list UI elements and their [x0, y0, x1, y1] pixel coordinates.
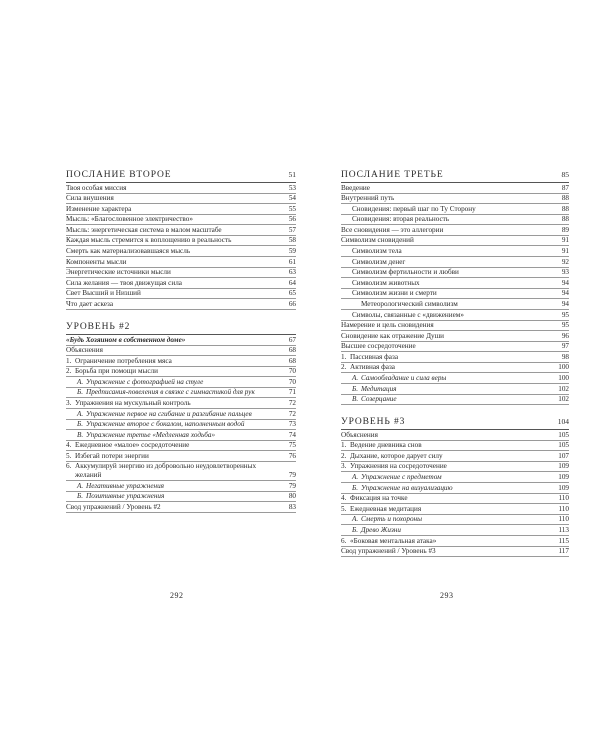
entry-page: 107	[558, 451, 569, 460]
entry-title: Символизм сновидений	[341, 236, 414, 245]
entry-page: 94	[561, 278, 569, 287]
toc-entry	[341, 215, 569, 226]
entry-title: Объяснения	[341, 430, 378, 439]
entry-title: Упражнение первое на сгибание и разгибание пальцев	[86, 409, 252, 418]
entry-number: 6.	[66, 462, 72, 471]
toc-entry	[341, 451, 569, 462]
entry-title: Созерцание	[361, 395, 397, 404]
entry-page: 98	[561, 352, 569, 361]
entry-title: Упражнение на визуализацию	[361, 483, 453, 492]
entry-title: Сновидения: первый шаг по Ту Сторону	[352, 204, 476, 213]
entry-number: Б.	[352, 525, 359, 534]
entry-page: 102	[558, 384, 569, 393]
entry-title: Пассивная фаза	[350, 352, 399, 361]
entry-page: 94	[561, 299, 569, 308]
entry-title: Смерть как материализовавшаяся мысль	[66, 247, 191, 256]
entry-title: Фиксация на точке	[350, 494, 408, 503]
toc-entry	[66, 194, 296, 205]
entry-page: 70	[288, 367, 296, 376]
entry-number: 4.	[341, 494, 347, 503]
entry-page: 105	[558, 430, 569, 439]
entry-page: 75	[288, 441, 296, 450]
entry-title: Упражнения на мускульный контроль	[75, 399, 191, 407]
toc-entry	[341, 299, 569, 310]
entry-page: 79	[288, 481, 296, 490]
entry-page: 67	[288, 335, 296, 344]
entry-number: А.	[352, 515, 359, 524]
toc-entry	[341, 194, 569, 205]
entry-number: 2.	[66, 367, 72, 376]
entry-title: Высшее сосредоточение	[341, 342, 416, 351]
entry-number: А.	[352, 374, 359, 382]
entry-page: 55	[288, 204, 296, 213]
entry-number: Б.	[352, 384, 359, 393]
left-page-toc	[66, 170, 296, 513]
entry-number: 6.	[341, 536, 347, 545]
entry-title: Упражнение третье «Медленная ходьба»	[86, 430, 216, 439]
section-title-page: 51	[288, 170, 296, 179]
section-title-page: 85	[561, 170, 569, 179]
toc-entry	[341, 395, 569, 406]
entry-page: 56	[288, 215, 296, 224]
entry-page: 72	[288, 409, 296, 418]
entry-title: Внутренний путь	[341, 194, 395, 203]
entry-page: 58	[288, 236, 296, 245]
toc-entry	[341, 525, 569, 536]
entry-page: 110	[558, 494, 569, 503]
toc-entry	[66, 225, 296, 236]
toc-entry	[66, 481, 296, 492]
toc-entry	[341, 483, 569, 494]
entry-number: 1.	[341, 352, 347, 361]
entry-page: 110	[558, 504, 569, 513]
section-title	[341, 170, 569, 183]
toc-entry	[66, 356, 296, 367]
entry-title: Объяснения	[66, 346, 103, 355]
toc-entry	[341, 515, 569, 526]
entry-page: 73	[288, 420, 296, 429]
entry-number: Б.	[77, 492, 84, 501]
toc-entry	[66, 236, 296, 247]
toc-entry	[341, 462, 569, 473]
entry-page: 80	[288, 492, 296, 501]
toc-entry	[341, 225, 569, 236]
entry-title: Ограничение потребления мяса	[75, 356, 172, 365]
entry-number: 2.	[341, 451, 347, 460]
entry-page: 109	[558, 462, 569, 471]
toc-entry	[341, 384, 569, 395]
entry-title: Символизм жизни и смерти	[352, 289, 437, 298]
entry-page: 57	[288, 225, 296, 234]
entry-number: Б.	[352, 483, 359, 492]
entry-number: 2.	[341, 363, 347, 372]
entry-title: Мысль: «Благословенное электричество»	[66, 215, 193, 224]
toc-entry	[66, 430, 296, 441]
entry-title: Сновидение как отражение Души	[341, 331, 444, 340]
entry-title: Медитация	[361, 384, 397, 393]
entry-title: Ежедневное «малое» сосредоточение	[75, 441, 190, 450]
entry-page: 87	[561, 183, 569, 192]
entry-title: Предписания-повеления в связке с гимнастикой для рук	[86, 388, 255, 397]
entry-page: 76	[288, 451, 296, 460]
entry-title: Изменение характера	[66, 204, 132, 213]
entry-title: Введение	[341, 183, 370, 192]
entry-title: Символизм денег	[352, 257, 406, 266]
entry-title: Ведение дневника снов	[350, 441, 422, 450]
section-title	[66, 170, 296, 183]
entry-title: Символизм фертильности и любви	[352, 268, 459, 277]
toc-entry	[341, 504, 569, 515]
entry-title: Твоя особая миссия	[66, 183, 127, 192]
toc-entry	[341, 236, 569, 247]
entry-page: 95	[561, 321, 569, 330]
entry-page: 110	[558, 515, 569, 524]
entry-number: 3.	[66, 399, 72, 407]
entry-page: 59	[288, 247, 296, 256]
toc-entry	[66, 462, 296, 481]
toc-entry	[66, 388, 296, 399]
toc-entry	[66, 420, 296, 431]
entry-title: Избегай потери энергии	[75, 451, 149, 460]
entry-title: Упражнения на сосредоточение	[350, 462, 447, 471]
entry-page: 89	[561, 225, 569, 234]
toc-entry	[66, 451, 296, 462]
toc-entry	[66, 409, 296, 420]
entry-page: 109	[558, 473, 569, 482]
entry-page: 65	[288, 289, 296, 298]
toc-entry	[341, 257, 569, 268]
toc-entry	[341, 268, 569, 279]
entry-title: Метеорологический символизм	[361, 299, 458, 308]
entry-title: Сила желания — твоя движущая сила	[66, 278, 182, 287]
entry-page: 88	[561, 194, 569, 203]
entry-number: Б.	[77, 420, 84, 429]
toc-entry	[66, 268, 296, 279]
toc-entry	[66, 377, 296, 388]
entry-page: 68	[288, 356, 296, 365]
section-title	[341, 417, 569, 430]
entry-title: Намерение и цель сновидения	[341, 321, 434, 330]
entry-page: 100	[558, 374, 569, 382]
entry-page: 105	[558, 441, 569, 450]
entry-page: 74	[288, 430, 296, 439]
toc-entry	[341, 310, 569, 321]
toc-entry	[341, 183, 569, 194]
entry-number: 3.	[341, 462, 347, 471]
entry-number: Б.	[77, 388, 84, 397]
entry-number: В.	[77, 430, 84, 439]
section-title-text: УРОВЕНЬ #2	[66, 321, 131, 332]
entry-page: 94	[561, 289, 569, 298]
entry-page: 93	[561, 268, 569, 277]
entry-number: А.	[352, 473, 359, 482]
section-title-page: 104	[557, 417, 569, 427]
entry-page: 72	[288, 399, 296, 407]
entry-page: 53	[288, 183, 296, 192]
toc-entry	[341, 352, 569, 363]
entry-title: Дыхание, которое дарует силу	[350, 451, 443, 460]
entry-title: Сновидения: вторая реальность	[352, 215, 450, 224]
entry-number: 1.	[66, 356, 72, 365]
entry-number: А.	[77, 481, 84, 490]
toc-entry	[66, 367, 296, 378]
entry-number: А.	[77, 377, 84, 386]
entry-page: 68	[288, 346, 296, 355]
toc-entry	[341, 246, 569, 257]
toc-entry	[66, 257, 296, 268]
entry-title: Все сновидения — это аллегории	[341, 225, 444, 234]
toc-entry	[66, 346, 296, 357]
entry-number: А.	[77, 409, 84, 418]
toc-entry	[341, 430, 569, 441]
entry-page: 61	[288, 257, 296, 266]
toc-entry	[341, 363, 569, 374]
toc-entry	[66, 246, 296, 257]
entry-title: Свет Высший и Низший	[66, 289, 141, 298]
entry-page: 117	[558, 547, 569, 556]
entry-page: 63	[288, 268, 296, 277]
toc-entry	[341, 331, 569, 342]
right-page-number: 293	[440, 591, 454, 600]
entry-title: Мысль: энергетическая система в малом масштабе	[66, 225, 222, 234]
toc-entry	[66, 492, 296, 503]
toc-entry	[341, 536, 569, 547]
entry-number: В.	[352, 395, 359, 404]
entry-title: Свод упражнений / Уровень #3	[341, 547, 436, 556]
toc-entry	[66, 278, 296, 289]
entry-title: Символы, связанные с «движением»	[352, 310, 464, 319]
toc-entry	[341, 373, 569, 384]
toc-entry	[341, 342, 569, 353]
toc-entry	[341, 441, 569, 452]
entry-title: Ежедневная медитация	[350, 504, 422, 513]
entry-title: Что дает аскеза	[66, 299, 114, 308]
entry-page: 66	[288, 299, 296, 308]
entry-page: 100	[558, 363, 569, 372]
entry-title: Аккумулируй энергию из добровольно неудовлетворенных желаний	[75, 462, 257, 480]
entry-title: Свод упражнений / Уровень #2	[66, 502, 161, 511]
left-page-number: 292	[170, 591, 184, 600]
entry-title: Символизм животных	[352, 278, 420, 287]
toc-entry	[341, 278, 569, 289]
entry-number: 4.	[66, 441, 72, 450]
toc-entry	[66, 441, 296, 452]
section-title-text: ПОСЛАНИЕ ВТОРОЕ	[66, 170, 172, 180]
toc-entry	[341, 547, 569, 558]
entry-title: Негативные упражнения	[86, 481, 165, 490]
entry-page: 70	[288, 377, 296, 386]
entry-title: Сила внушения	[66, 194, 114, 203]
toc-entry	[341, 321, 569, 332]
entry-title: «Будь Хозяином в собственном доме»	[66, 335, 186, 344]
entry-page: 88	[561, 204, 569, 213]
entry-page: 79	[288, 471, 296, 480]
entry-title: Борьба при помощи мысли	[75, 367, 158, 376]
toc-entry	[66, 502, 296, 513]
toc-entry	[341, 494, 569, 505]
entry-title: Смерть и похороны	[361, 515, 422, 524]
entry-title: «Боковая ментальная атака»	[350, 536, 437, 545]
entry-number: 1.	[341, 441, 347, 450]
entry-title: Активная фаза	[350, 363, 395, 372]
entry-page: 88	[561, 215, 569, 224]
toc-entry	[66, 204, 296, 215]
toc-entry	[66, 335, 296, 346]
entry-page: 91	[561, 247, 569, 256]
entry-title: Энергетические источники мысли	[66, 268, 171, 277]
entry-page: 54	[288, 194, 296, 203]
entry-page: 109	[558, 483, 569, 492]
entry-title: Символизм тела	[352, 247, 402, 256]
entry-title: Каждая мысль стремится к воплощению в реальность	[66, 236, 232, 245]
entry-page: 96	[561, 331, 569, 340]
toc-entry	[66, 299, 296, 310]
section-title-text: УРОВЕНЬ #3	[341, 417, 406, 428]
entry-page: 91	[561, 236, 569, 245]
entry-page: 97	[561, 342, 569, 351]
toc-entry	[341, 204, 569, 215]
entry-page: 64	[288, 278, 296, 287]
entry-title: Позитивные упражнения	[86, 492, 165, 501]
entry-page: 83	[288, 502, 296, 511]
entry-title: Упражнение с предметом	[361, 473, 442, 482]
entry-title: Самообладание и сила веры	[361, 374, 447, 382]
toc-entry	[66, 183, 296, 194]
right-page-toc	[341, 170, 569, 557]
toc-entry	[66, 289, 296, 300]
toc-entry	[66, 398, 296, 409]
entry-page: 113	[558, 525, 569, 534]
entry-page: 102	[558, 395, 569, 404]
entry-page: 115	[558, 536, 569, 545]
entry-page: 71	[288, 388, 296, 397]
entry-number: 5.	[341, 504, 347, 513]
entry-title: Упражнение с фотографией на стуле	[86, 377, 204, 386]
entry-page: 95	[561, 310, 569, 319]
section-title-text: ПОСЛАНИЕ ТРЕТЬЕ	[341, 170, 444, 180]
entry-number: 5.	[66, 451, 72, 460]
entry-title: Упражнение второе с бокалом, наполненным водой	[86, 420, 245, 429]
toc-entry	[66, 215, 296, 226]
section-title	[66, 322, 296, 335]
toc-entry	[341, 289, 569, 300]
entry-title: Компоненты мысли	[66, 257, 127, 266]
toc-entry	[341, 472, 569, 483]
entry-page: 92	[561, 257, 569, 266]
entry-title: Древо Жизни	[361, 525, 401, 534]
